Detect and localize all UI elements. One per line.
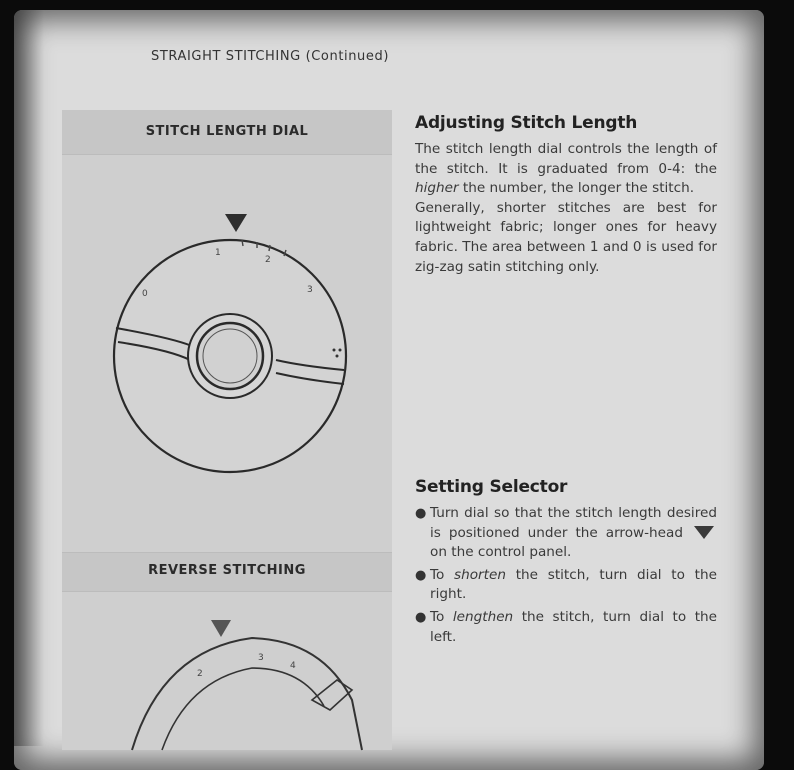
stitch-length-dial-title: STITCH LENGTH DIAL bbox=[145, 124, 309, 139]
reverse-dial-number-3: 3 bbox=[258, 653, 264, 663]
reverse-lever bbox=[312, 680, 352, 710]
adjusting-paragraph-2: Generally, shorter stitches are best for lightweight fabric; longer ones for heavy fabric. The area between 1 and 0 is used for zig-zag satin stitching only. bbox=[415, 199, 717, 275]
dial-number-1: 1 bbox=[215, 248, 221, 258]
text-run: the stitch, turn dial to the right. bbox=[430, 566, 717, 603]
reverse-stitching-illustration bbox=[62, 610, 392, 770]
emphasis-higher: higher bbox=[415, 180, 459, 197]
adjusting-stitch-length-heading: Adjusting Stitch Length bbox=[415, 113, 638, 133]
bullet-text bbox=[430, 608, 717, 647]
reverse-dial-number-4: 4 bbox=[290, 661, 296, 671]
bullet-icon: ● bbox=[415, 506, 427, 521]
page-shadow bbox=[14, 10, 44, 746]
reverse-dial-rim bbox=[162, 668, 324, 750]
dial-number-0: 0 bbox=[142, 289, 148, 299]
arrowhead-icon bbox=[225, 214, 247, 232]
list-item bbox=[415, 504, 717, 563]
adjusting-body bbox=[415, 140, 717, 277]
dial-dot bbox=[333, 349, 336, 352]
reverse-stitching-title: REVERSE STITCHING bbox=[148, 563, 306, 578]
dial-dot bbox=[336, 355, 339, 358]
stitch-length-dial-illustration bbox=[62, 200, 392, 500]
text-run: To bbox=[430, 608, 453, 625]
adjusting-paragraph-1 bbox=[415, 140, 717, 199]
emphasis-shorten: shorten bbox=[454, 566, 506, 583]
text-run: the number, the longer the stitch. bbox=[458, 180, 695, 197]
selector-body bbox=[415, 504, 717, 650]
dial-number-3: 3 bbox=[307, 285, 313, 295]
dial-number-2: 2 bbox=[265, 255, 271, 265]
arrowhead-icon bbox=[694, 526, 714, 539]
text-run: Turn dial so that the stitch length desired is positioned under the arrow-head bbox=[430, 505, 717, 541]
list-item bbox=[415, 566, 717, 605]
bullet-text bbox=[430, 566, 717, 605]
emphasis-lengthen: lengthen bbox=[452, 608, 514, 625]
setting-selector-heading: Setting Selector bbox=[415, 477, 568, 497]
text-run: on the control panel. bbox=[430, 544, 572, 561]
text-run: The stitch length dial controls the length of the stitch. It is graduated from 0-4: the bbox=[415, 141, 717, 177]
bullet-icon: ● bbox=[415, 609, 427, 625]
bullet-text bbox=[430, 504, 717, 563]
section-header: STRAIGHT STITCHING (Continued) bbox=[151, 49, 390, 64]
arrowhead-icon bbox=[211, 620, 231, 637]
dial-hub-inner bbox=[197, 323, 263, 389]
bullet-icon: ● bbox=[415, 567, 427, 583]
text-run: To bbox=[430, 566, 455, 583]
text-run: the stitch, turn dial to the left. bbox=[430, 608, 718, 645]
reverse-dial-outline bbox=[132, 638, 362, 750]
list-item bbox=[415, 608, 717, 647]
dial-dot bbox=[339, 349, 342, 352]
reverse-dial-number-2: 2 bbox=[197, 669, 203, 679]
